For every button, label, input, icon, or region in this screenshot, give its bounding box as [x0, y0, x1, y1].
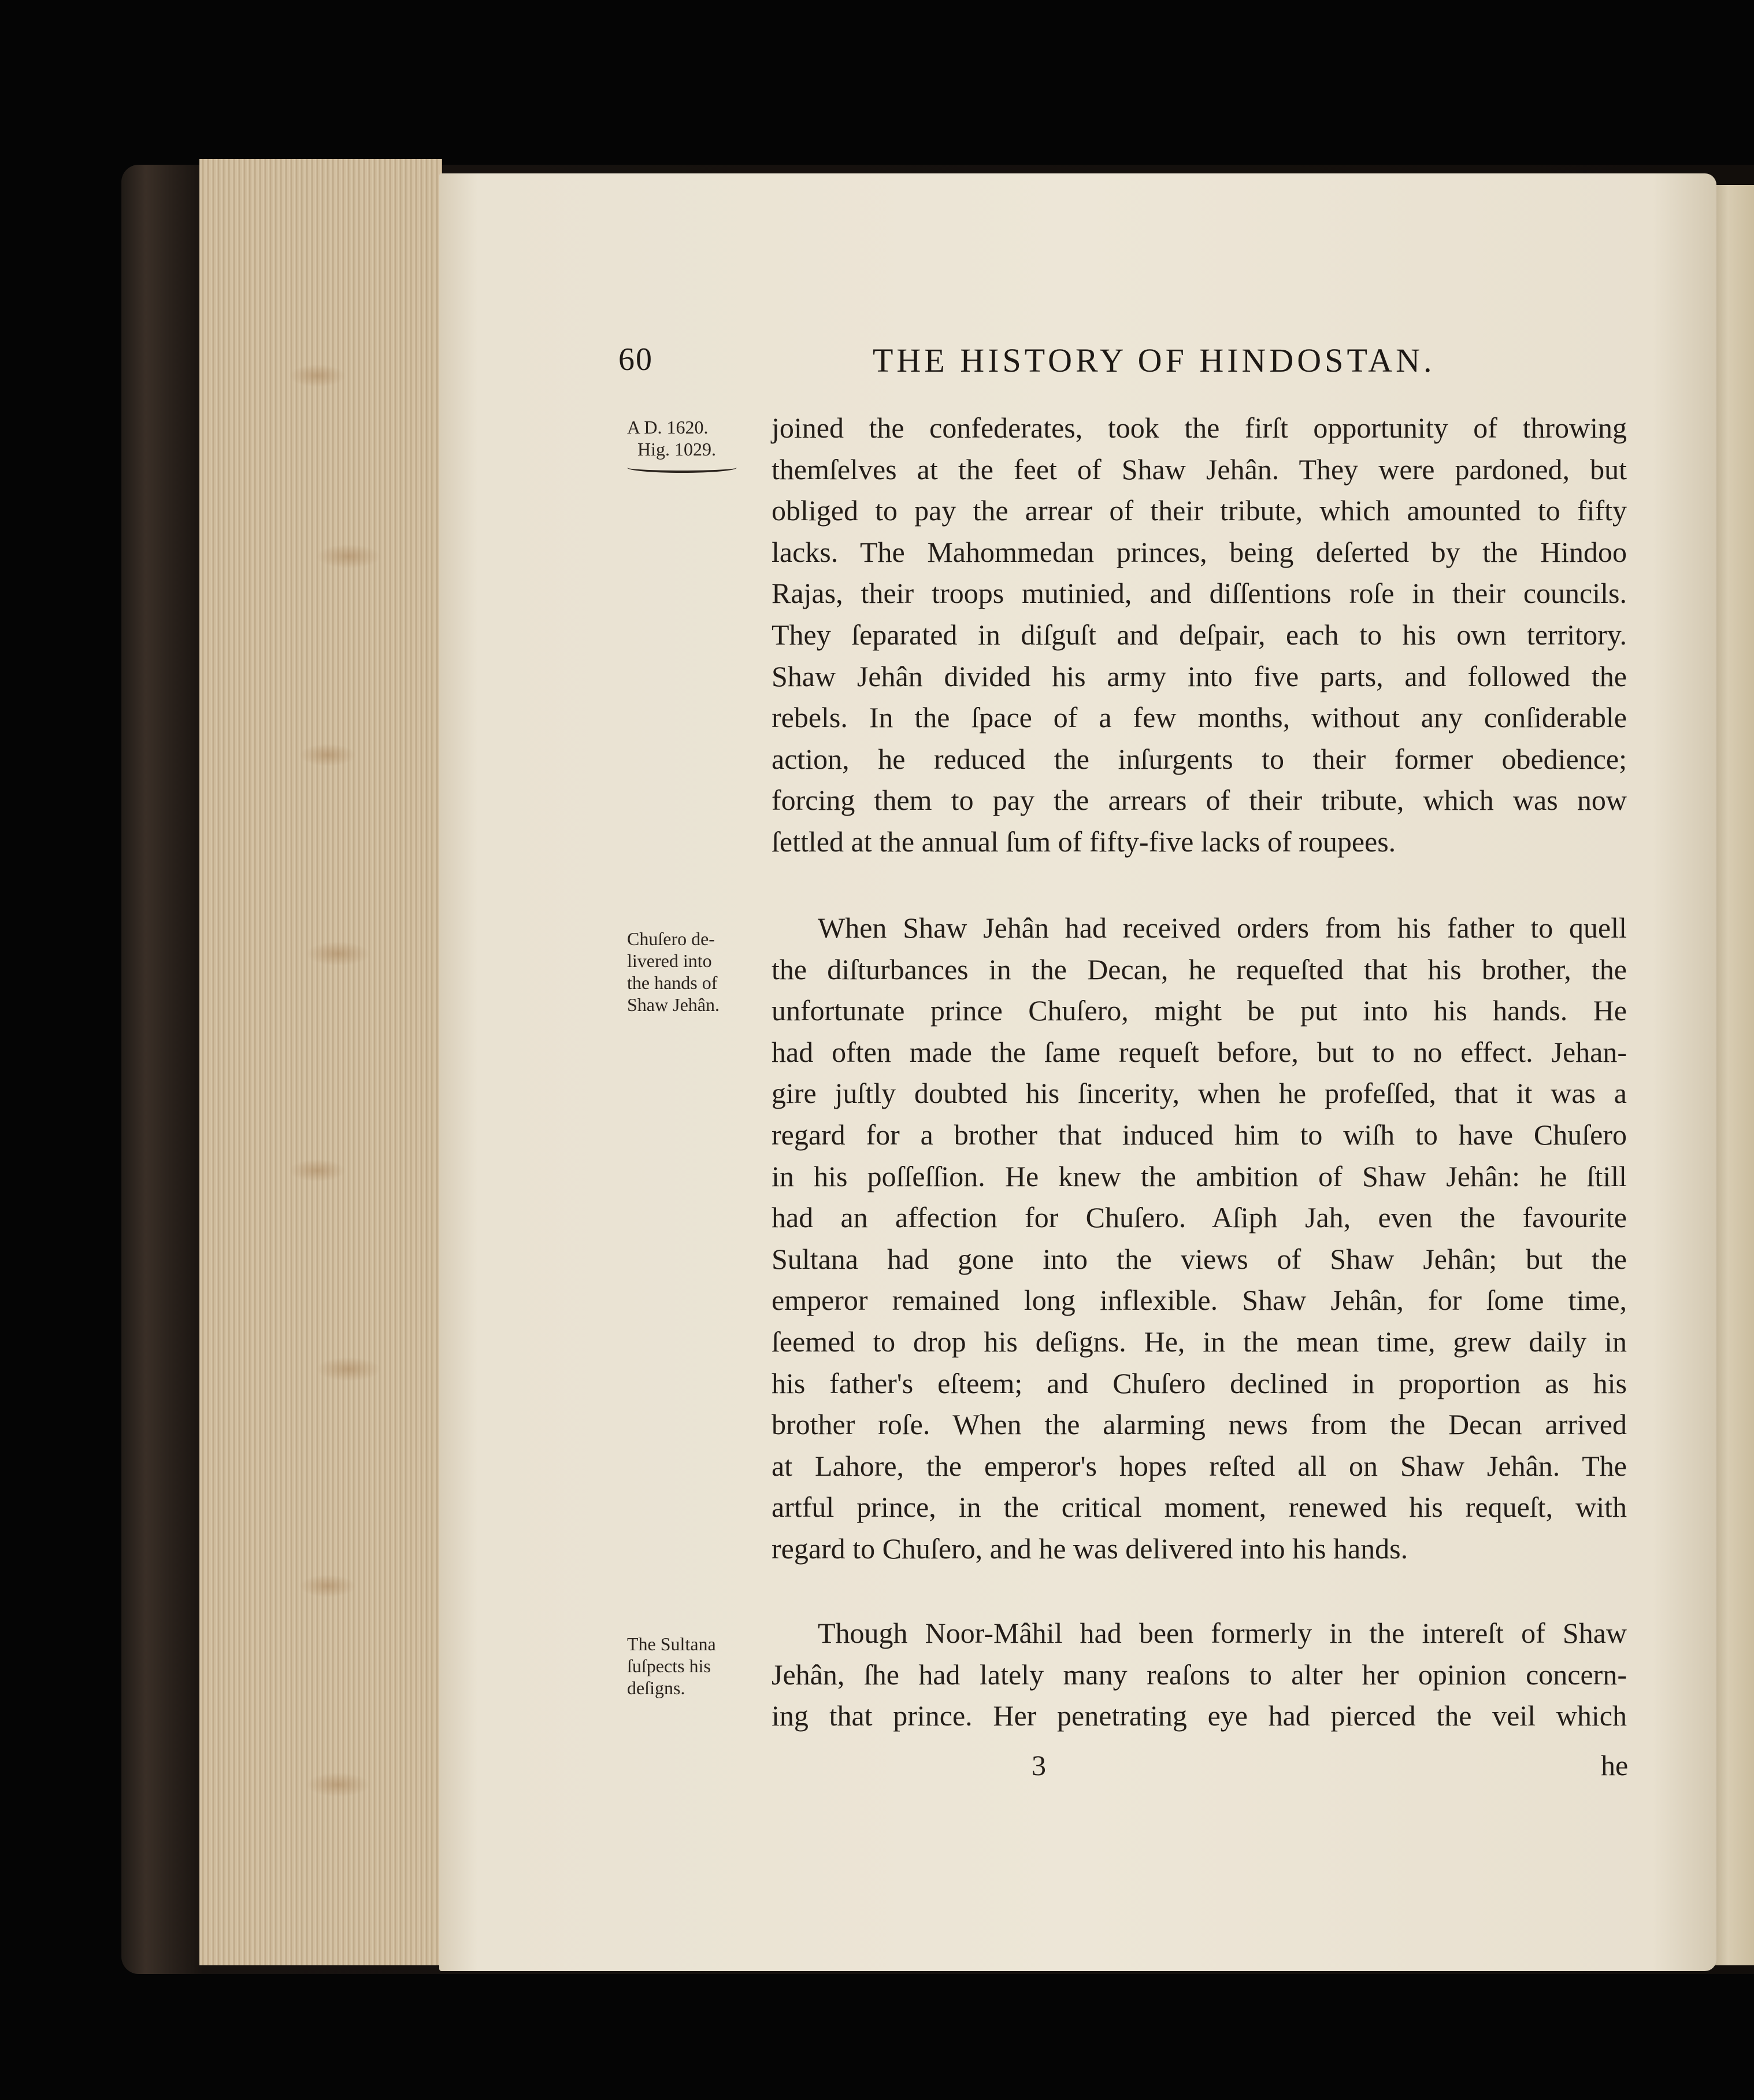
next-page-edge [1711, 185, 1754, 1965]
text-line: rebels. In the ſpace of a few months, without any conſiderable [772, 701, 1627, 734]
text-line: joined the confederates, took the firſt opportunity of throwing [772, 412, 1627, 444]
text-line: regard for a brother that induced him to wiſh to have Chuſero [772, 1118, 1627, 1151]
text-line: gire juſtly doubted his ſincerity, when he profeſſed, that it was a [772, 1077, 1627, 1110]
text-line: emperor remained long inflexible. Shaw Jehân, for ſome time, [772, 1284, 1627, 1317]
running-title: THE HISTORY OF HINDOSTAN. [873, 342, 1436, 379]
text-line: artful prince, in the critical moment, renewed his requeſt, with [772, 1491, 1627, 1524]
page-header [618, 341, 1636, 393]
margin-note-date [627, 416, 760, 473]
date-hijri: Hig. 1029. [637, 439, 716, 460]
text-line: Though Noor-Mâhil had been formerly in the intereſt of Shaw [818, 1617, 1627, 1649]
text-line: They ſeparated in diſguſt and deſpair, each to his own territory. [772, 618, 1627, 651]
text-line: unfortunate prince Chuſero, might be put into his hands. He [772, 994, 1627, 1027]
text-line: Shaw Jehân divided his army into five parts, and followed the [772, 660, 1627, 692]
text-line: forcing them to pay the arrears of their tribute, which was now [772, 784, 1627, 817]
margin-note-line: Shaw Jehân. [627, 994, 720, 1015]
text-line: When Shaw Jehân had received orders from his father to quell [818, 912, 1627, 944]
text-line: had often made the ſame requeſt before, but to no effect. Jehan- [772, 1035, 1627, 1068]
text-line: Rajas, their troops mutinied, and diſſentions roſe in their councils. [772, 577, 1627, 610]
text-line: lacks. The Mahommedan princes, being deſerted by the Hindoo [772, 535, 1627, 568]
margin-note-line: The Sultana [627, 1634, 716, 1654]
margin-note-line: livered into [627, 950, 712, 971]
text-line: Jehân, ſhe had lately many reaſons to alter her opinion concern- [772, 1658, 1627, 1691]
margin-note-line: Chuſero de- [627, 928, 715, 949]
date-year: A D. 1620. [627, 417, 709, 438]
text-line: ſettled at the annual ſum of fifty-five lacks of roupees. [772, 825, 1396, 858]
text-line: action, he reduced the inſurgents to their former obedience; [772, 742, 1627, 775]
text-line: regard to Chuſero, and he was delivered into his hands. [772, 1532, 1408, 1565]
page-block-edges [199, 159, 442, 1965]
signature-mark: 3 [1032, 1749, 1046, 1782]
margin-note-chusero [627, 928, 760, 1016]
text-line: the diſturbances in the Decan, he requeſted that his brother, the [772, 953, 1627, 986]
paragraph-1 [772, 408, 1627, 863]
text-line: his father's eſteem; and Chuſero declined in proportion as his [772, 1366, 1627, 1399]
text-line: at Lahore, the emperor's hopes reſted all on Shaw Jehân. The [772, 1449, 1627, 1482]
text-line: brother roſe. When the alarming news from the Decan arrived [772, 1408, 1627, 1441]
text-line: Sultana had gone into the views of Shaw Jehân; but the [772, 1242, 1627, 1275]
catchword: he [1601, 1749, 1629, 1782]
text-line: ſeemed to drop his deſigns. He, in the mean time, grew daily in [772, 1325, 1627, 1358]
margin-note-line: ſuſpects his [627, 1655, 711, 1676]
text-line: ing that prince. Her penetrating eye had pierced the veil which [772, 1699, 1627, 1732]
brace-mark [627, 462, 737, 473]
page-number: 60 [618, 342, 653, 377]
text-line: obliged to pay the arrear of their tribute, which amounted to fifty [772, 494, 1627, 527]
margin-note-line: deſigns. [627, 1677, 685, 1698]
paragraph-3 [772, 1613, 1627, 1737]
text-line: had an affection for Chuſero. Aſiph Jah, even the favourite [772, 1201, 1627, 1234]
margin-note-sultana [627, 1633, 760, 1699]
text-line: themſelves at the feet of Shaw Jehân. They were pardoned, but [772, 453, 1627, 486]
paragraph-2 [772, 908, 1627, 1570]
margin-note-line: the hands of [627, 972, 718, 993]
text-line: in his poſſeſſion. He knew the ambition of Shaw Jehân: he ſtill [772, 1160, 1627, 1192]
